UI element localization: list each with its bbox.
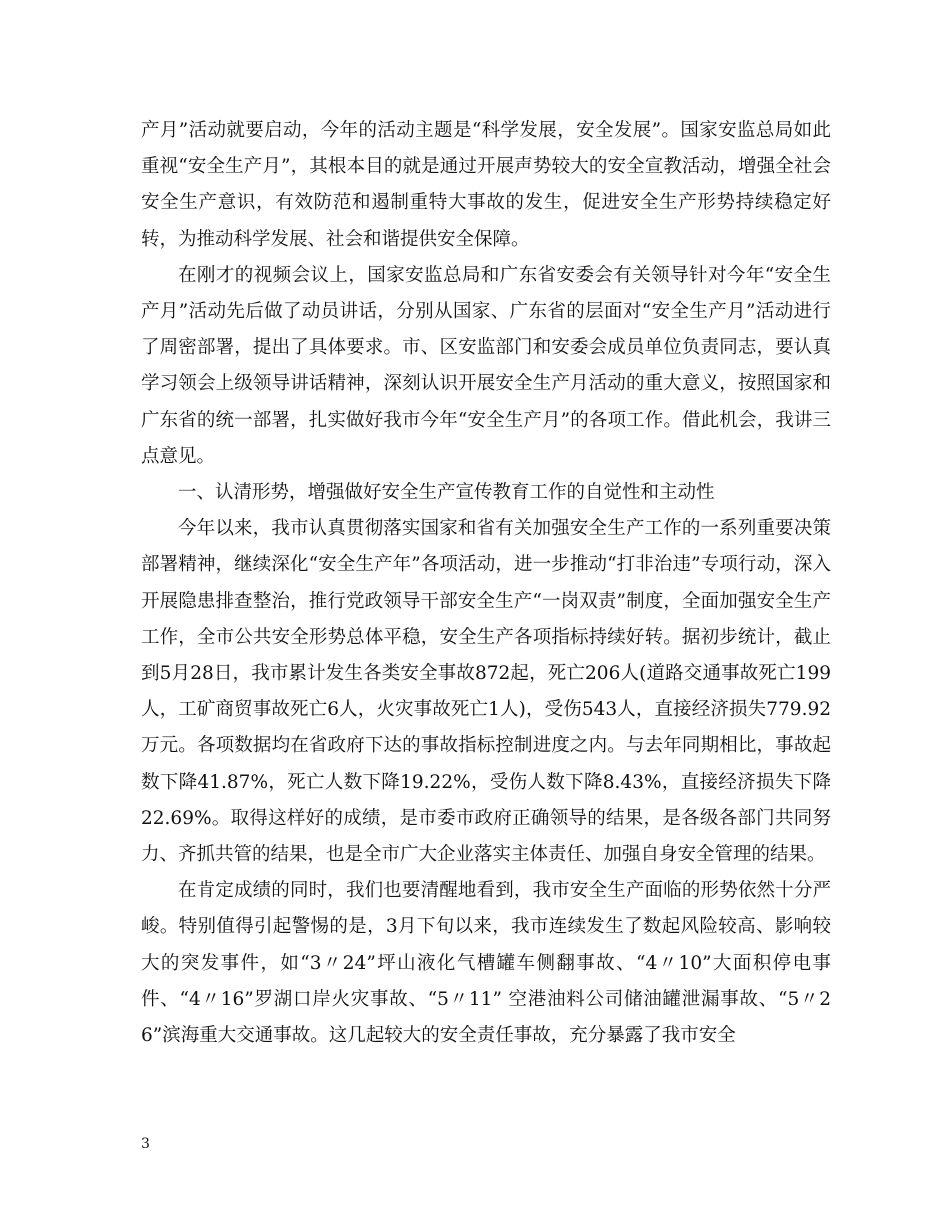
- paragraph-1: 产月”活动就要启动，今年的活动主题是“科学发展，安全发展”。国家安监总局如此重视“安全生产月”，其根本目的就是通过开展声势较大的安全宣教活动，增强全社会安全生产意识，有效防范和遏制重特大事故的发生，促进安全生产形势持续稳定好转，为推动科学发展、社会和谐提供安全保障。: [141, 120, 831, 250]
- paragraph-2: 在刚才的视频会议上，国家安监总局和广东省安委会有关领导针对今年“安全生产月”活动先后做了动员讲话，分别从国家、广东省的层面对“安全生产月”活动进行了周密部署，提出了具体要求。市、区安监部门和安委会成员单位负责同志，要认真学习领会上级领导讲话精神，深刻认识开展安全生产月活动的重大意义，按照国家和广东省的统一部署，扎实做好我市今年“安全生产月”的各项工作。借此机会，我讲三点意见。: [141, 264, 831, 467]
- document-body: [141, 113, 831, 1054]
- page-number: 3: [141, 1136, 150, 1152]
- paragraph-4: 在肯定成绩的同时，我们也要清醒地看到，我市安全生产面临的形势依然十分严峻。特别值得引起警惕的是，3月下旬以来，我市连续发生了数起风险较高、影响较大的突发事件，如“3〃24”坪山液化气槽罐车侧翻事故、“4〃10”大面积停电事件、“4〃16”罗湖口岸火灾事故、“5〃11” 空港油料公司储油罐泄漏事故、“5〃26”滨海重大交通事故。这几起较大的安全责任事故，充分暴露了我市安全: [141, 880, 831, 1047]
- section-heading-1: 一、认清形势，增强做好安全生产宣传教育工作的自觉性和主动性: [178, 482, 715, 504]
- paragraph-3: 今年以来，我市认真贯彻落实国家和省有关加强安全生产工作的一系列重要决策部署精神，继续深化“安全生产年”各项活动，进一步推动“打非治违”专项行动，深入开展隐患排查整治，推行党政领导干部安全生产“一岗双责”制度，全面加强安全生产工作，全市公共安全形势总体平稳，安全生产各项指标持续好转。据初步统计，截止到5月28日，我市累计发生各类安全事故872起，死亡206人(道路交通事故死亡199人，工矿商贸事故死亡6人，火灾事故死亡1人)，受伤543人，直接经济损失779.92万元。各项数据均在省政府下达的事故指标控制进度之内。与去年同期相比，事故起数下降41.87%，死亡人数下降19.22%，受伤人数下降8.43%，直接经济损失下降22.69%。取得这样好的成绩，是市委市政府正确领导的结果，是各级各部门共同努力、齐抓共管的结果，也是全市广大企业落实主体责任、加强自身安全管理的结果。: [141, 518, 831, 866]
